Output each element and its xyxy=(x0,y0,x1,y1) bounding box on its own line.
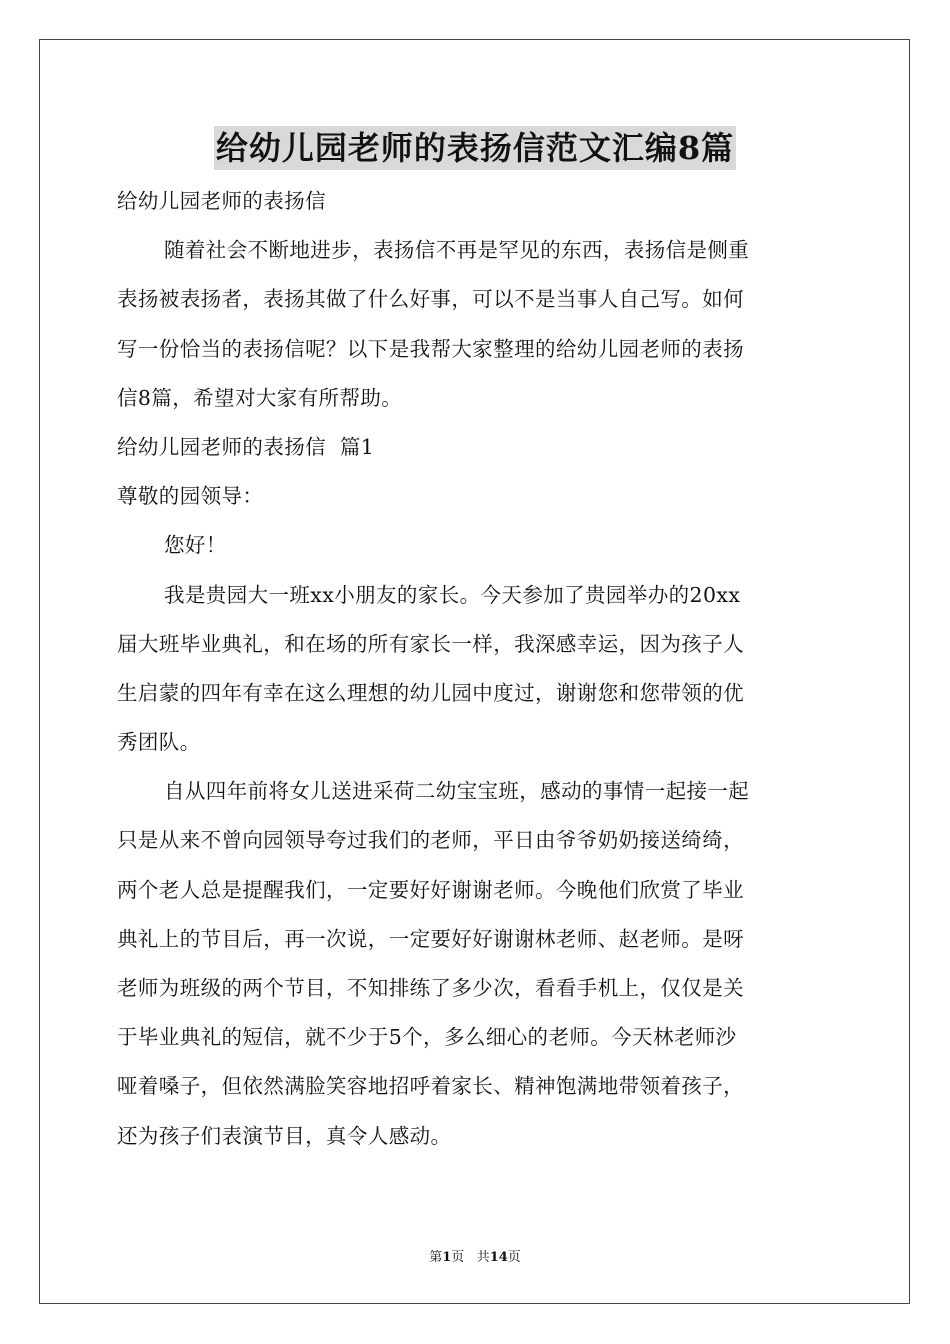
section-heading: 给幼儿园老师的表扬信 篇1 xyxy=(117,434,375,459)
paragraph-line: 生启蒙的四年有幸在这么理想的幼儿园中度过，谢谢您和您带领的优 xyxy=(117,680,744,705)
paragraph-line: 我是贵园大一班xx小朋友的家长。今天参加了贵园举办的20xx xyxy=(164,582,741,607)
page-number: 1 xyxy=(442,1250,452,1265)
salutation: 尊敬的园领导： xyxy=(117,484,264,509)
page-suffix: 页 xyxy=(451,1250,465,1265)
page-prefix: 第 xyxy=(429,1250,443,1265)
section-heading: 给幼儿园老师的表扬信 xyxy=(117,189,326,213)
paragraph-line: 写一份恰当的表扬信呢？以下是我帮大家整理的给幼儿园老师的表扬 xyxy=(117,336,744,361)
total-suffix: 页 xyxy=(507,1250,521,1265)
paragraph-line: 随着社会不断地进步，表扬信不再是罕见的东西，表扬信是侧重 xyxy=(164,238,750,263)
paragraph-line: 典礼上的节目后，再一次说，一定要好好谢谢林老师、赵老师。是呀 xyxy=(117,926,744,951)
total-prefix: 共 xyxy=(476,1250,490,1265)
paragraph-line: 信8篇，希望对大家有所帮助。 xyxy=(117,385,403,410)
total-pages: 14 xyxy=(489,1250,508,1265)
paragraph-line: 届大班毕业典礼，和在场的所有家长一样，我深感幸运，因为孩子人 xyxy=(117,631,744,656)
paragraph-line: 两个老人总是提醒我们，一定要好好谢谢老师。今晚他们欣赏了毕业 xyxy=(117,877,744,902)
title-container xyxy=(0,126,950,170)
paragraph-line: 还为孩子们表演节目，真令人感动。 xyxy=(117,1123,452,1148)
document-title: 给幼儿园老师的表扬信范文汇编8篇 xyxy=(214,126,736,170)
greeting: 您好！ xyxy=(164,533,227,558)
paragraph-line: 老师为班级的两个节目，不知排练了多少次，看看手机上，仅仅是关 xyxy=(117,976,744,1000)
paragraph-line: 秀团队。 xyxy=(117,730,201,755)
page-footer xyxy=(0,1249,950,1267)
document-body xyxy=(117,177,835,1161)
paragraph-line: 哑着嗓子，但依然满脸笑容地招呼着家长、精神饱满地带领着孩子， xyxy=(117,1074,744,1099)
paragraph-line: 于毕业典礼的短信，就不少于5个，多么细心的老师。今天林老师沙 xyxy=(117,1025,737,1050)
paragraph-line: 表扬被表扬者，表扬其做了什么好事，可以不是当事人自己写。如何 xyxy=(117,287,744,312)
paragraph-line: 只是从来不曾向园领导夸过我们的老师，平日由爷爷奶奶接送绮绮， xyxy=(117,828,744,853)
paragraph-line: 自从四年前将女儿送进采荷二幼宝宝班，感动的事情一起接一起 xyxy=(164,779,750,804)
